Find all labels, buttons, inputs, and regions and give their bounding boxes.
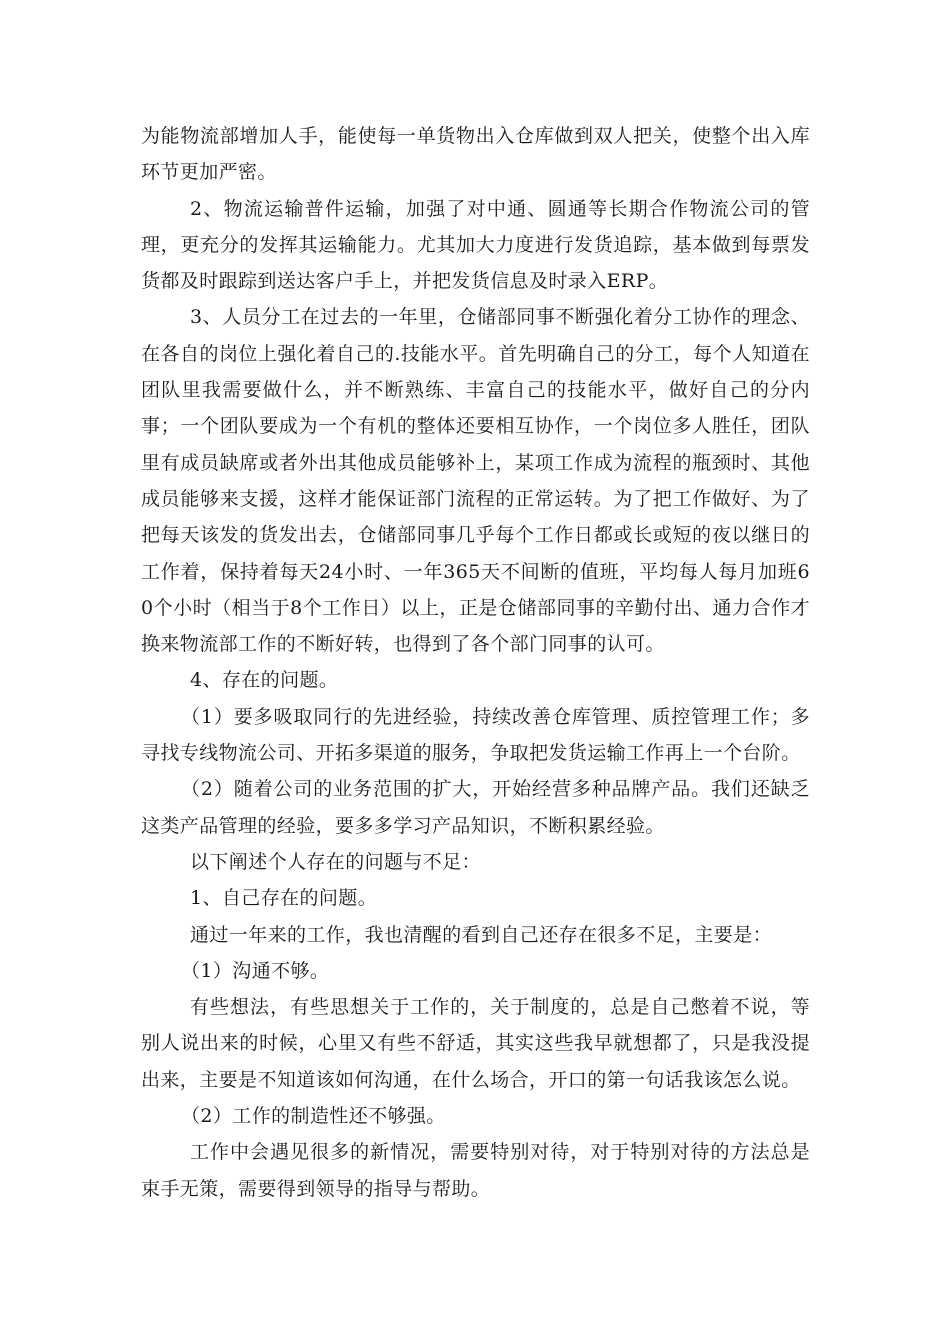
heading-own-problems: 1、自己存在的问题。	[190, 887, 378, 910]
paragraph-continuation: 为能物流部增加人手，能使每一单货物出入仓库做到双人把关，使整个出入库环节更加严密。	[141, 125, 810, 184]
list-item-problem-1: （1）要多吸取同行的先进经验，持续改善仓库管理、质控管理工作；多寻找专线物流公司、开拓多渠道的服务，争取把发货运输工作再上一个台阶。	[141, 705, 810, 765]
paragraph-staff-division: 3、人员分工在过去的一年里，仓储部同事不断强化着分工协作的理念、在各自的岗位上强化着自己的.技能水平。首先明确自己的分工，每个人知道在团队里我需要做什么，并不断熟练、丰富自己的技能水平，做好自己的分内事；一个团队要成为一个有机的整体还要相互协作，一个岗位多人胜任，团队里有成员缺席或者外出其他成员能够补上，某项工作成为流程的瓶颈时、其他成员能够来支援，这样才能保证部门流程的正常运转。为了把工作做好、为了把每天该发的货发出去，仓储部同事几乎每个工作日都或长或短的夜以继日的工作着，保持着每天24小时、一年365天不间断的值班，平均每人每月加班60个小时（相当于8个工作日）以上，正是仓储部同事的辛勤付出、通力合作才换来物流部工作的不断好转，也得到了各个部门同事的认可。	[141, 306, 810, 656]
heading-existing-problems: 4、存在的问题。	[190, 669, 339, 692]
paragraph-personal-intro: 以下阐述个人存在的问题与不足：	[190, 850, 482, 873]
list-item-creativity: （2）工作的制造性还不够强。	[181, 1105, 446, 1128]
paragraph-logistics-transport: 2、物流运输普件运输，加强了对中通、圆通等长期合作物流公司的管理，更充分的发挥其运输能力。尤其加大力度进行发货追踪，基本做到每票发货都及时跟踪到送达客户手上，并把发货信息及时录入ERP。	[141, 197, 810, 293]
paragraph-communication-detail: 有些想法，有些思想关于工作的，关于制度的，总是自己憋着不说，等别人说出来的时候，心里又有些不舒适，其实这些我早就想都了，只是我没提出来，主要是不知道该如何沟通，在什么场合，开口的第一句话我该怎么说。	[141, 996, 810, 1091]
list-item-problem-2: （2）随着公司的业务范围的扩大，开始经营多种品牌产品。我们还缺乏这类产品管理的经验，要多多学习产品知识，不断积累经验。	[141, 778, 810, 837]
paragraph-self-reflection: 通过一年来的工作，我也清醒的看到自己还存在很多不足，主要是：	[190, 923, 773, 946]
paragraph-creativity-detail: 工作中会遇见很多的新情况，需要特别对待，对于特别对待的方法总是束手无策，需要得到领导的指导与帮助。	[141, 1141, 810, 1200]
list-item-communication: （1）沟通不够。	[181, 959, 330, 982]
